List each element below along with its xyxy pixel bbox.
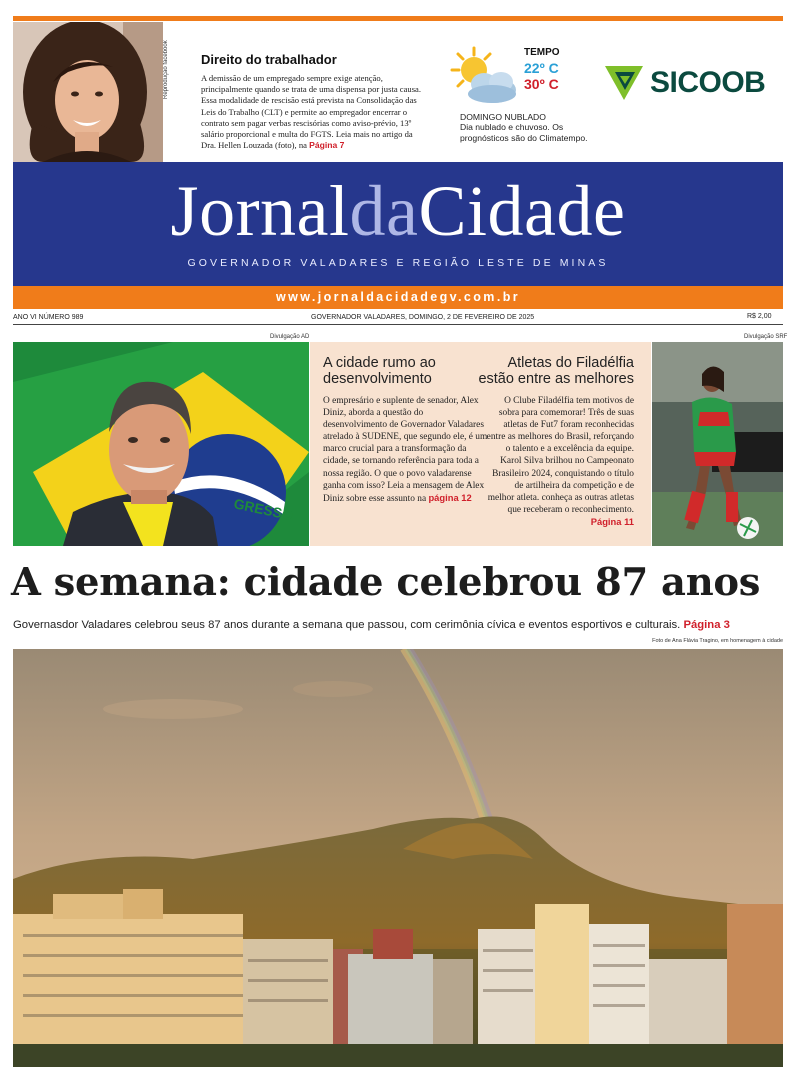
teaser-body: [201, 73, 425, 151]
website-link[interactable]: www.jornaldacidadegv.com.br: [275, 290, 520, 304]
story-body: [486, 395, 634, 529]
partly-cloudy-icon: [444, 44, 524, 110]
subhead-page-ref[interactable]: Página 3: [683, 619, 730, 631]
story-title[interactable]: A cidade rumo ao desenvolvimento: [323, 355, 436, 387]
story-page-ref[interactable]: Página 11: [590, 515, 634, 527]
divider: [13, 324, 783, 325]
teaser-title[interactable]: Direito do trabalhador: [201, 52, 337, 67]
city-rainbow-photo[interactable]: [13, 649, 783, 1067]
athlete-photo[interactable]: [652, 342, 783, 546]
edition-place-date: GOVERNADOR VALADARES, DOMINGO, 2 DE FEVEREIRO DE 2025: [311, 314, 535, 321]
story-text: O empresário e suplente de senador, Alex Diniz, aborda a questão do desenvolvimento de Governador Valadares atrelado à SUDENE, que segundo ele, é um marco crucial para a transformação da cidade, se tornando referência para toda a nossa região. O que o povo valadarense ganha com isso? Leia a mensagem de Alex Diniz sobre esse assunto na: [323, 396, 488, 504]
story-text: O Clube Filadélfia tem motivos de sobra para comemorar! Três de suas atletas de Fut7 foram reconhecidas entre as melhores do Brasil, reforçando o talento e a excelência da equipe. Karol Silva brilhou no Campeonato Brasileiro 2024, conquistando o título de artilheira da competição e de melhor atleta. conheça as outras atletas que receberam o reconhecimento.: [486, 396, 634, 515]
title-part-jornal: Jornal: [170, 171, 350, 251]
sicoob-wordmark: SICOOB: [650, 66, 766, 99]
edition-number: ANO VI NÚMERO 989: [13, 314, 84, 321]
main-subhead: [13, 619, 783, 631]
masthead-subtitle: GOVERNADOR VALADARES E REGIÃO LESTE DE MINAS: [187, 257, 609, 269]
photo-credit: Divulgação SRF: [744, 334, 788, 340]
newspaper-title[interactable]: [13, 170, 783, 253]
svg-text:GRESSO: GRESSO: [232, 495, 295, 524]
teaser-photo-credit: Reprodução facebook: [163, 40, 169, 99]
top-orange-rule: [13, 16, 783, 21]
weather-description: Dia nublado e chuvoso. Os prognósticos são do Climatempo.: [460, 122, 588, 143]
teaser-page-ref[interactable]: Página 7: [309, 140, 345, 151]
story-title[interactable]: Atletas do Filadélfia estão entre as melhores: [478, 355, 634, 387]
main-headline[interactable]: A semana: cidade celebrou 87 anos: [11, 560, 761, 605]
alex-diniz-photo[interactable]: [13, 342, 309, 546]
photo-credit: Divulgação AD: [270, 334, 310, 340]
teaser-body-text: A demissão de um empregado sempre exige atenção, principalmente quando se trata de uma dispensa por justa causa. Essa modalidade de rescisão está prevista na Consolidação das Leis do Trabalho (CLT) e permite ao empregador encerrar o contrato sem pagar verbas rescisórias como aviso-prévio, 13º salário proporcional e multa do FGTS. Leia mais no artigo da Dra. Hellen Louzada (foto), na: [201, 73, 422, 151]
subhead-text: Governasdor Valadares celebrou seus 87 anos durante a semana que passou, com cerimônia cívica e eventos esportivos e culturais.: [13, 619, 681, 631]
teaser-author-photo: [13, 22, 163, 162]
temperature-max: 30º C: [524, 76, 559, 92]
temperature-min: 22º C: [524, 60, 559, 76]
weather-label: TEMPO: [524, 47, 560, 58]
title-part-cidade: Cidade: [418, 171, 626, 251]
weather-condition: DOMINGO NUBLADO: [460, 112, 546, 122]
title-part-da: da: [349, 171, 419, 251]
main-photo-credit: Foto de Ana Flávia Tragino, em homenagem à cidade: [652, 638, 783, 644]
edition-price: R$ 2,00: [747, 313, 772, 320]
story-body: [323, 395, 489, 505]
story-page-ref[interactable]: página 12: [428, 491, 472, 503]
